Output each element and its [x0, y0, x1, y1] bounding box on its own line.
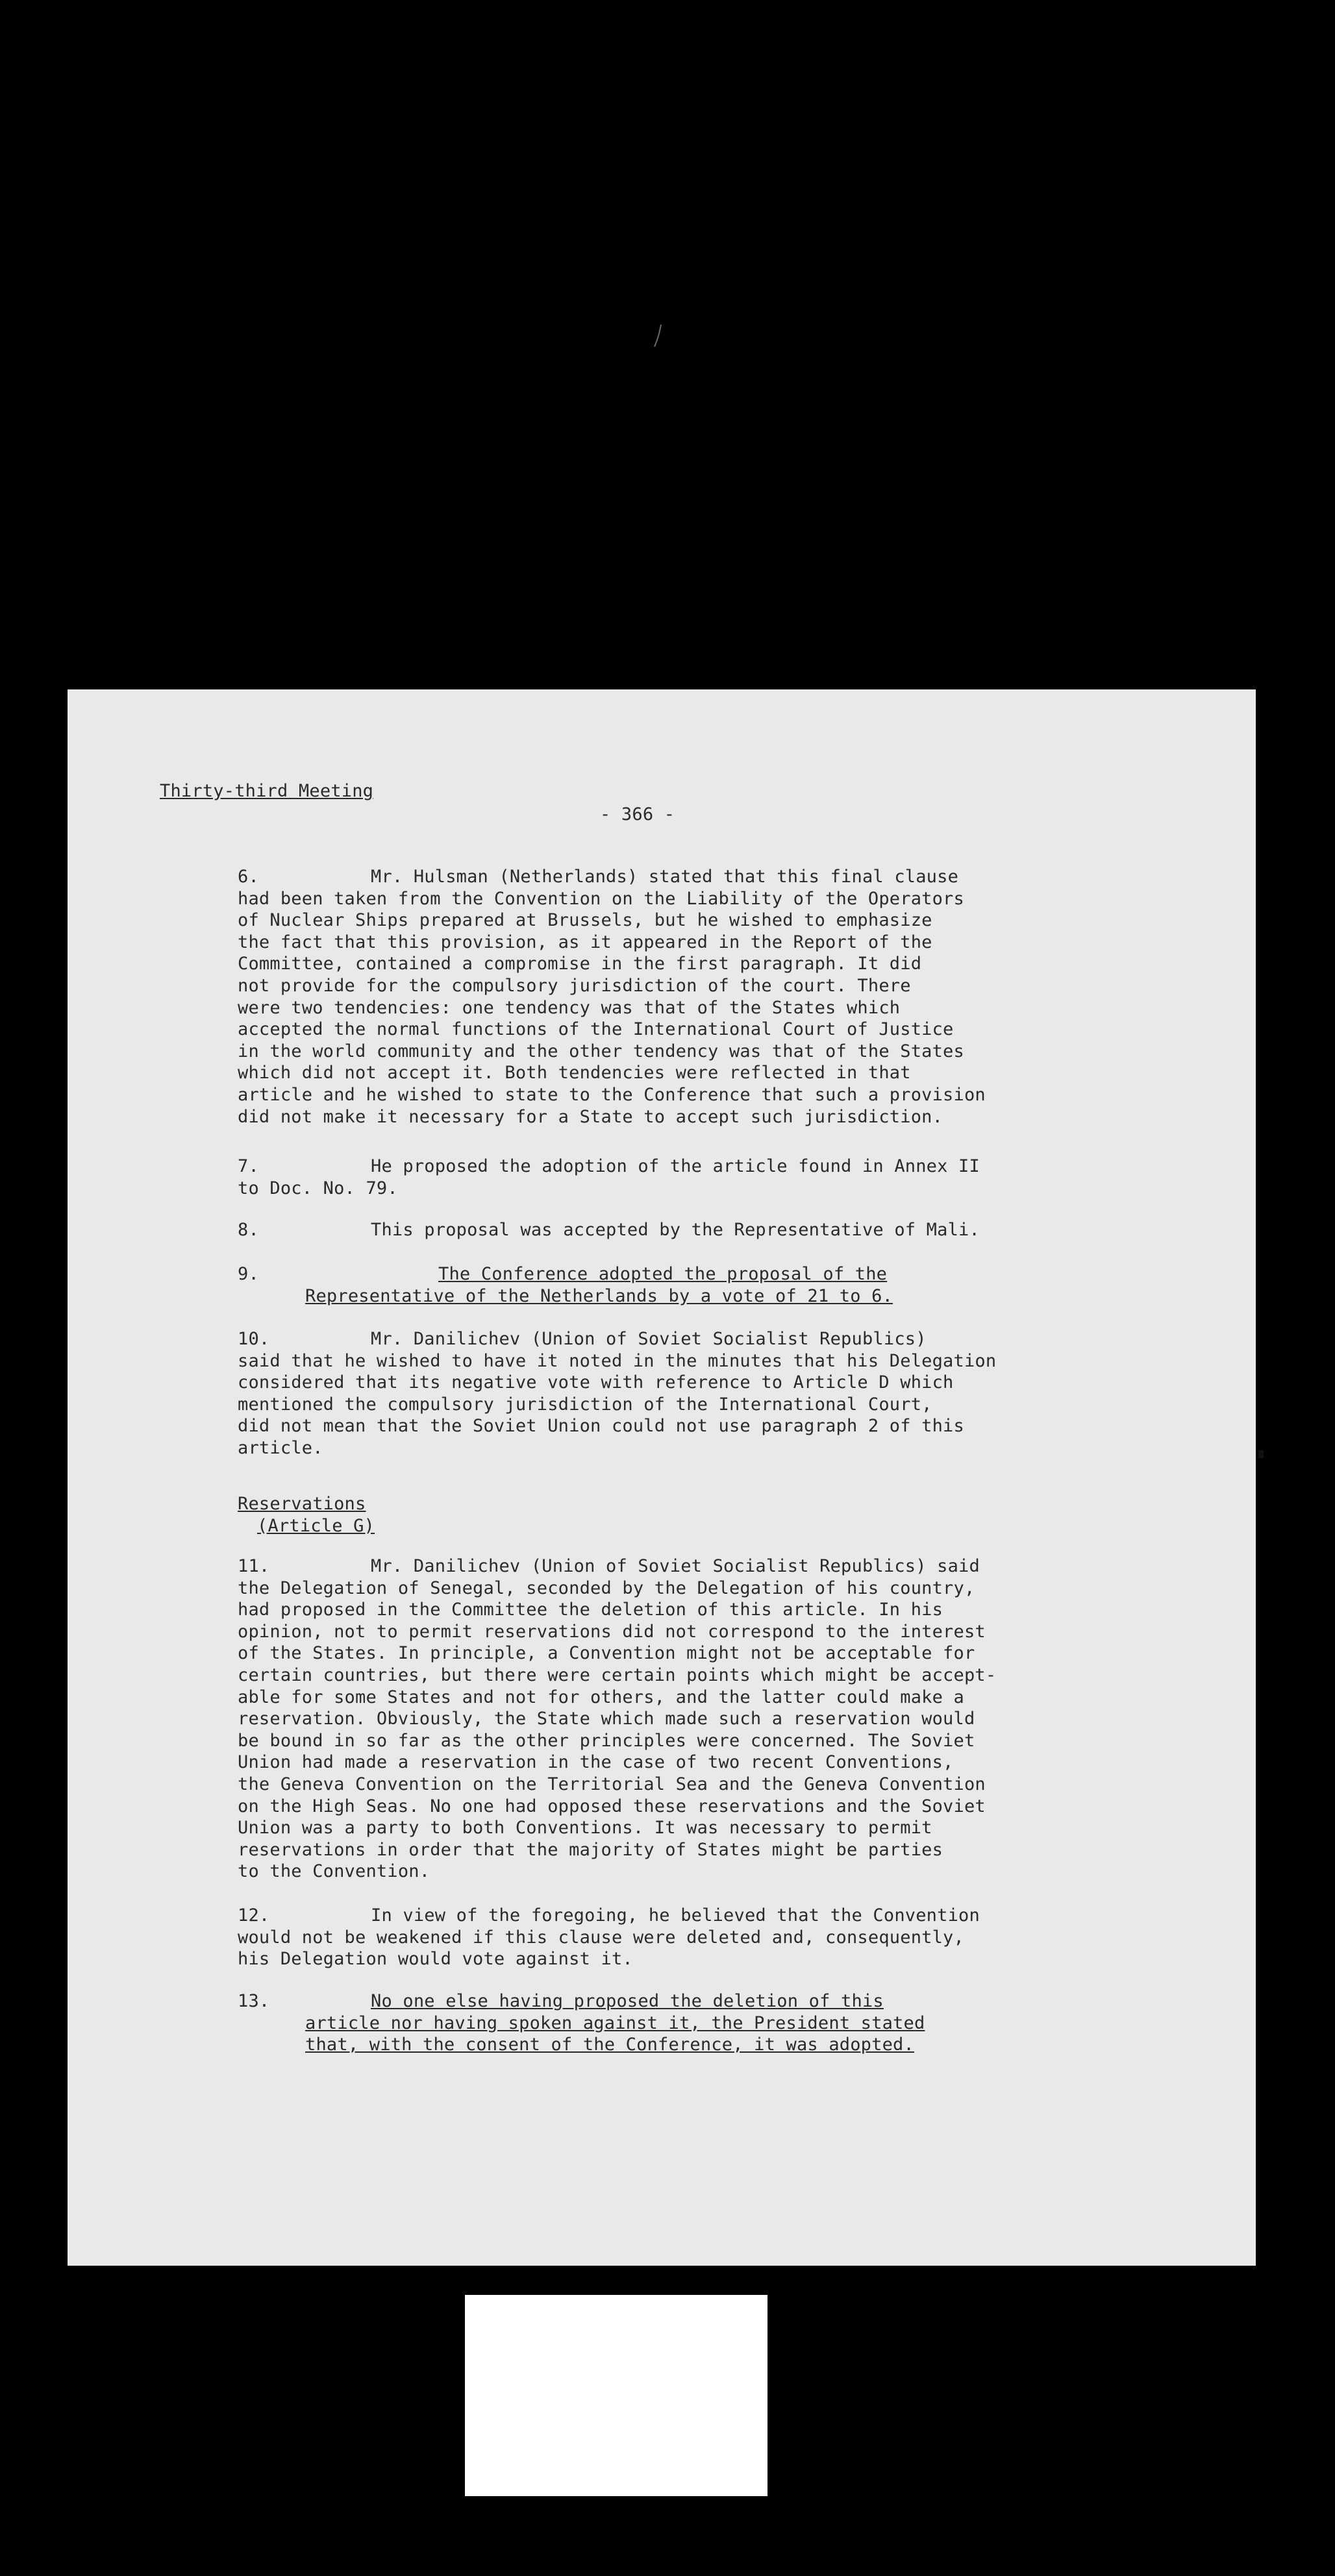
paragraph-number: 9.: [238, 1264, 259, 1284]
paragraph-line: He proposed the adoption of the article found in Annex II: [371, 1156, 980, 1176]
meeting-header: Thirty-third Meeting: [160, 781, 374, 801]
paragraph-10: [238, 1328, 1082, 1459]
paragraph-line: In view of the foregoing, he believed that the Convention: [371, 1905, 980, 1926]
paragraph-line: This proposal was accepted by the Representative of Mali.: [371, 1220, 980, 1240]
paragraph-line: did not make it necessary for a State to accept such jurisdiction.: [238, 1106, 943, 1127]
paragraph-line: Mr. Danilichev (Union of Soviet Socialist Republics): [371, 1329, 927, 1349]
paragraph-6: [238, 866, 1082, 1128]
paragraph-line: did not mean that the Soviet Union could not use paragraph 2 of this: [238, 1416, 964, 1437]
document-page: [68, 689, 1256, 2266]
paragraph-line: Union had made a reservation in the case of two recent Conventions,: [238, 1752, 954, 1773]
edge-speck: [1258, 1450, 1264, 1458]
paragraph-line: were two tendencies: one tendency was that of the States which: [238, 997, 901, 1018]
paragraph-line: accepted the normal functions of the International Court of Justice: [238, 1019, 954, 1040]
paragraph-13: [238, 1990, 1082, 2056]
paragraph-line: Mr. Hulsman (Netherlands) stated that this final clause: [371, 867, 959, 887]
decision-line: Representative of the Netherlands by a vote of 21 to 6.: [305, 1285, 893, 1306]
paragraph-line: opinion, not to permit reservations did not correspond to the interest: [238, 1621, 986, 1642]
paragraph-9: [238, 1263, 1082, 1307]
paragraph-line: Union was a party to both Conventions. It was necessary to permit: [238, 1818, 932, 1839]
paragraph-line: reservation. Obviously, the State which made such a reservation would: [238, 1709, 975, 1729]
paragraph-line: article.: [238, 1437, 323, 1458]
paragraph-line: said that he wished to have it noted in the minutes that his Delegation: [238, 1350, 997, 1371]
paragraph-number: 11.: [238, 1556, 270, 1576]
paragraph-line: mentioned the compulsory jurisdiction of the International Court,: [238, 1394, 932, 1415]
decision-line: that, with the consent of the Conference, it was adopted.: [305, 2035, 914, 2055]
paragraph-line: had been taken from the Convention on the Liability of the Operators: [238, 888, 964, 909]
decision-line: The Conference adopted the proposal of the: [438, 1264, 888, 1284]
paragraph-line: the Geneva Convention on the Territorial Sea and the Geneva Convention: [238, 1774, 986, 1794]
paragraph-line: Committee, contained a compromise in the first paragraph. It did: [238, 954, 922, 974]
paragraph-number: 8.: [238, 1220, 259, 1240]
page-number: - 366 -: [600, 804, 675, 824]
section-heading: [238, 1493, 375, 1537]
paragraph-11: [238, 1555, 1082, 1883]
paragraph-line: considered that its negative vote with reference to Article D which: [238, 1372, 954, 1393]
decision-line: article nor having spoken against it, the President stated: [305, 2012, 925, 2033]
paragraph-line: the fact that this provision, as it appeared in the Report of the: [238, 932, 932, 952]
paragraph-number: 7.: [238, 1156, 259, 1176]
paragraph-7: [238, 1156, 1082, 1199]
pen-mark: [652, 322, 664, 351]
paragraph-line: on the High Seas. No one had opposed these reservations and the Soviet: [238, 1796, 986, 1816]
decision-line: No one else having proposed the deletion of this: [371, 1991, 884, 2011]
paragraph-line: of the States. In principle, a Convention might not be acceptable for: [238, 1643, 975, 1664]
paragraph-8: [238, 1219, 1082, 1241]
paragraph-line: would not be weakened if this clause were deleted and, consequently,: [238, 1927, 964, 1948]
section-title: Reservations: [238, 1494, 366, 1514]
paragraph-line: which did not accept it. Both tendencies were reflected in that: [238, 1063, 911, 1084]
paragraph-line: the Delegation of Senegal, seconded by the Delegation of his country,: [238, 1578, 975, 1598]
paragraph-line: of Nuclear Ships prepared at Brussels, but he wished to emphasize: [238, 910, 932, 931]
paragraph-number: 13.: [238, 1991, 270, 2011]
paragraph-line: Mr. Danilichev (Union of Soviet Socialist Republics) said: [371, 1556, 980, 1576]
paragraph-12: [238, 1905, 1082, 1970]
paragraph-line: to the Convention.: [238, 1861, 430, 1882]
paragraph-number: 10.: [238, 1329, 270, 1349]
paragraph-line: his Delegation would vote against it.: [238, 1949, 633, 1970]
paragraph-number: 6.: [238, 867, 259, 887]
paragraph-line: be bound in so far as the other principles were concerned. The Soviet: [238, 1730, 975, 1751]
paragraph-line: reservations in order that the majority of States might be parties: [238, 1839, 943, 1860]
paragraph-line: not provide for the compulsory jurisdiction of the court. There: [238, 975, 911, 996]
section-subtitle: (Article G): [257, 1515, 375, 1536]
paragraph-line: to Doc. No. 79.: [238, 1178, 398, 1198]
paragraph-line: certain countries, but there were certain points which might be accept-: [238, 1665, 997, 1685]
blank-card: [465, 2295, 767, 2496]
paragraph-line: in the world community and the other tendency was that of the States: [238, 1041, 964, 1061]
paragraph-line: able for some States and not for others, and the latter could make a: [238, 1687, 964, 1707]
paragraph-line: had proposed in the Committee the deletion of this article. In his: [238, 1600, 943, 1620]
paragraph-line: article and he wished to state to the Conference that such a provision: [238, 1084, 986, 1105]
paragraph-number: 12.: [238, 1905, 270, 1926]
